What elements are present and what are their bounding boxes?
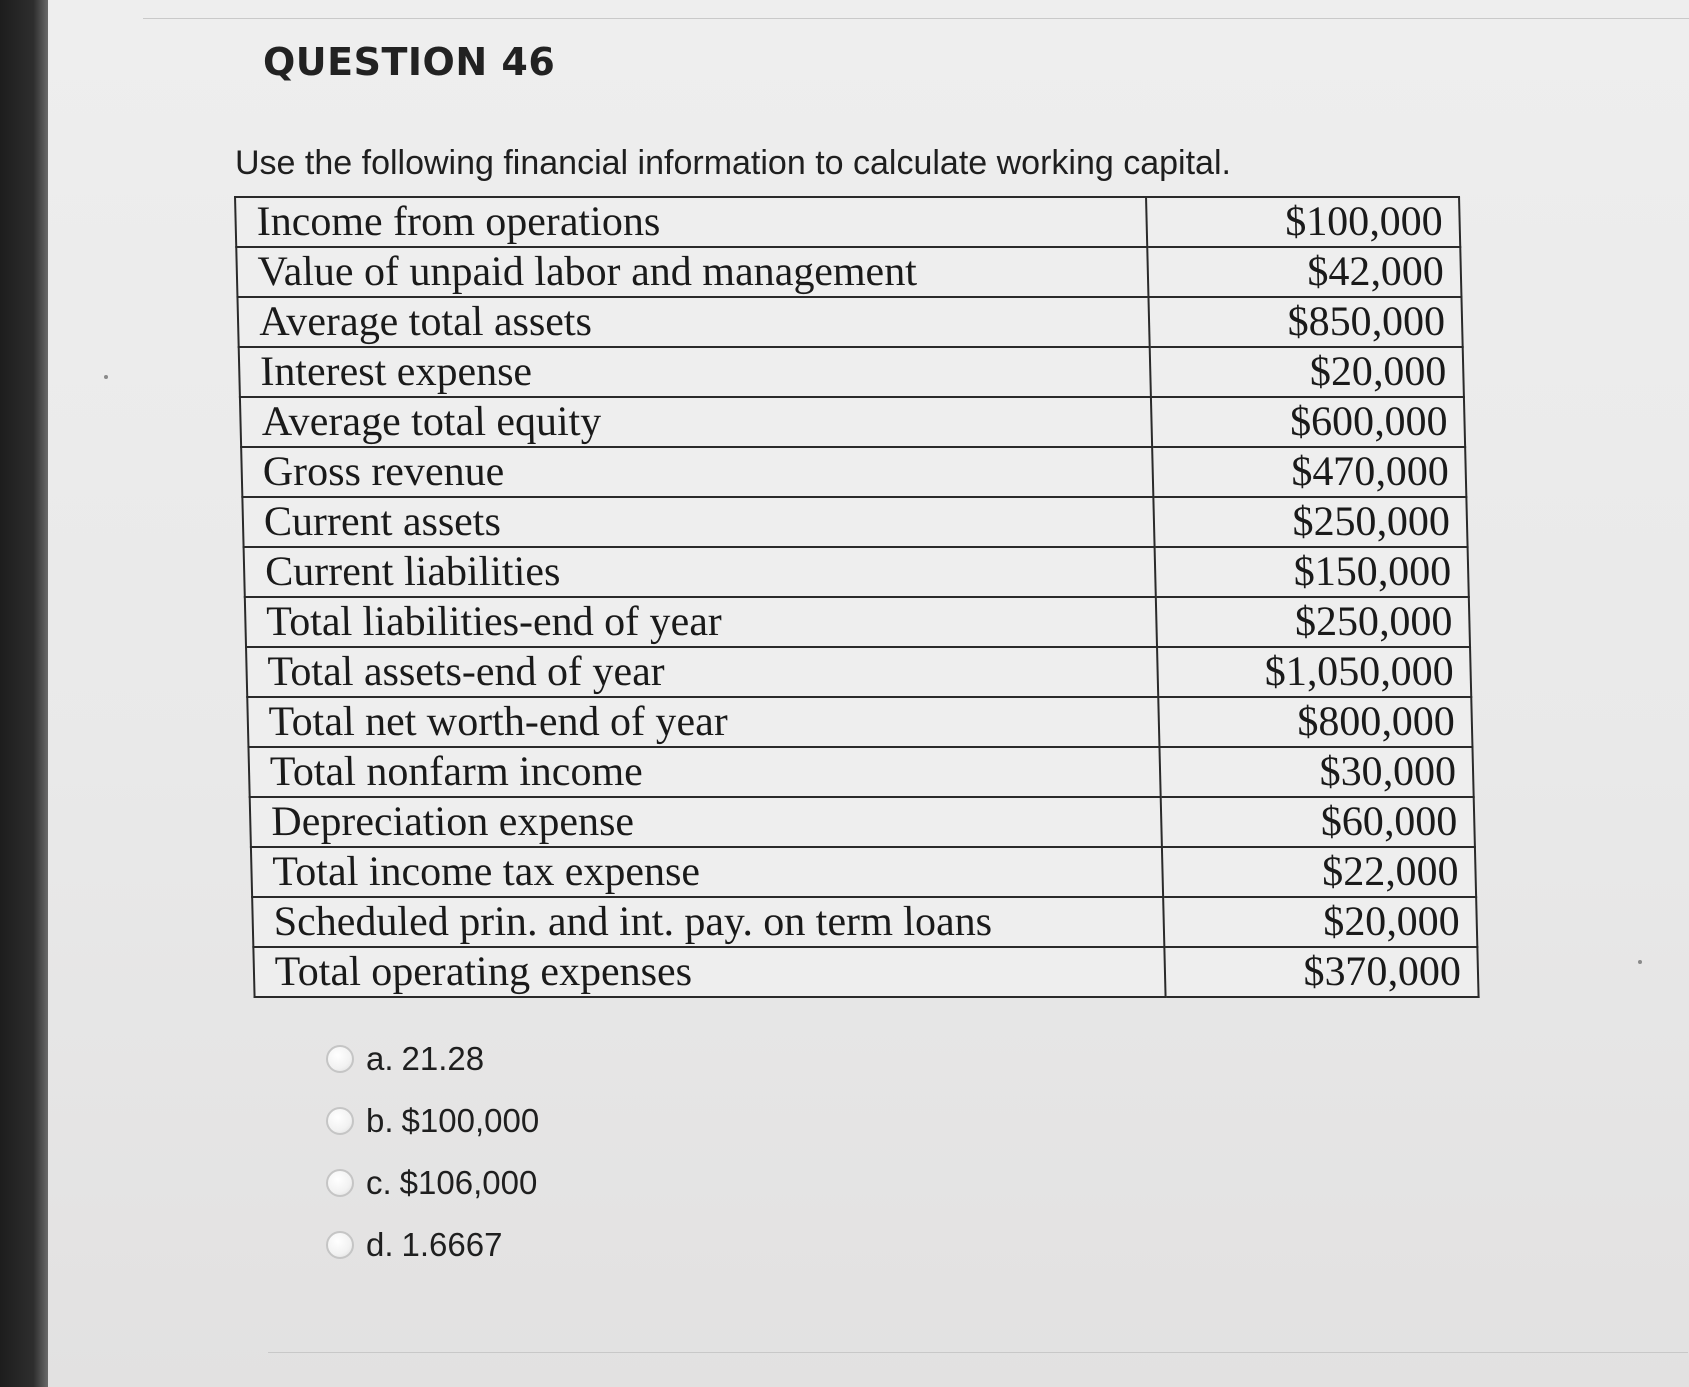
row-label: Total operating expenses — [253, 947, 1165, 997]
row-value: $250,000 — [1153, 497, 1467, 547]
table-row — [236, 247, 1461, 297]
table-row — [253, 947, 1478, 997]
row-label: Gross revenue — [241, 447, 1153, 497]
row-label: Average total equity — [240, 397, 1152, 447]
option-a-letter: a. — [366, 1040, 394, 1077]
dust-speck — [104, 375, 108, 379]
option-b-letter: b. — [366, 1102, 394, 1139]
monitor-bezel — [0, 0, 48, 1387]
option-d-letter: d. — [366, 1226, 394, 1263]
row-value: $42,000 — [1147, 247, 1461, 297]
screen — [48, 0, 1689, 1387]
row-label: Average total assets — [237, 297, 1149, 347]
row-value: $100,000 — [1146, 197, 1460, 247]
option-d[interactable] — [326, 1214, 539, 1276]
row-label: Income from operations — [235, 197, 1147, 247]
financial-table-wrapper — [234, 196, 1480, 998]
question-title: QUESTION 46 — [263, 40, 556, 84]
row-label: Interest expense — [239, 347, 1151, 397]
row-value: $22,000 — [1162, 847, 1476, 897]
dust-speck — [1638, 960, 1642, 964]
table-row — [244, 547, 1469, 597]
option-c-text: $106,000 — [399, 1164, 538, 1201]
row-value: $850,000 — [1148, 297, 1462, 347]
option-a-radio[interactable] — [326, 1045, 354, 1073]
table-row — [242, 497, 1467, 547]
option-a-text: 21.28 — [401, 1040, 485, 1077]
row-value: $20,000 — [1163, 897, 1477, 947]
table-row — [247, 697, 1472, 747]
question-prompt: Use the following financial information to calculate working capital. — [235, 144, 1231, 182]
row-label: Total liabilities-end of year — [245, 597, 1157, 647]
table-row — [240, 397, 1465, 447]
table-row — [252, 897, 1477, 947]
row-label: Total net worth-end of year — [247, 697, 1159, 747]
row-value: $600,000 — [1151, 397, 1465, 447]
option-c[interactable] — [326, 1152, 539, 1214]
row-label: Value of unpaid labor and management — [236, 247, 1148, 297]
table-row — [235, 197, 1460, 247]
option-b-radio[interactable] — [326, 1107, 354, 1135]
financial-table — [234, 196, 1480, 998]
option-d-radio[interactable] — [326, 1231, 354, 1259]
bottom-divider — [268, 1352, 1688, 1353]
row-value: $250,000 — [1156, 597, 1470, 647]
row-label: Total income tax expense — [251, 847, 1163, 897]
table-row — [245, 597, 1470, 647]
row-value: $30,000 — [1159, 747, 1473, 797]
table-row — [250, 797, 1475, 847]
row-label: Current assets — [242, 497, 1154, 547]
row-label: Depreciation expense — [250, 797, 1162, 847]
table-row — [237, 297, 1462, 347]
row-label: Total nonfarm income — [248, 747, 1160, 797]
row-label: Scheduled prin. and int. pay. on term loans — [252, 897, 1164, 947]
row-value: $1,050,000 — [1157, 647, 1471, 697]
option-b-text: $100,000 — [401, 1102, 540, 1139]
row-value: $60,000 — [1161, 797, 1475, 847]
table-row — [241, 447, 1466, 497]
row-label: Current liabilities — [244, 547, 1156, 597]
row-value: $20,000 — [1150, 347, 1464, 397]
row-label: Total assets-end of year — [246, 647, 1158, 697]
option-a[interactable] — [326, 1028, 539, 1090]
answer-options — [326, 1028, 539, 1276]
table-row — [246, 647, 1471, 697]
table-row — [248, 747, 1473, 797]
option-c-letter: c. — [366, 1164, 392, 1201]
row-value: $150,000 — [1155, 547, 1469, 597]
row-value: $470,000 — [1152, 447, 1466, 497]
option-b[interactable] — [326, 1090, 539, 1152]
option-d-text: 1.6667 — [401, 1226, 503, 1263]
table-row — [239, 347, 1464, 397]
row-value: $800,000 — [1158, 697, 1472, 747]
row-value: $370,000 — [1164, 947, 1478, 997]
top-divider — [143, 18, 1689, 19]
option-c-radio[interactable] — [326, 1169, 354, 1197]
table-row — [251, 847, 1476, 897]
